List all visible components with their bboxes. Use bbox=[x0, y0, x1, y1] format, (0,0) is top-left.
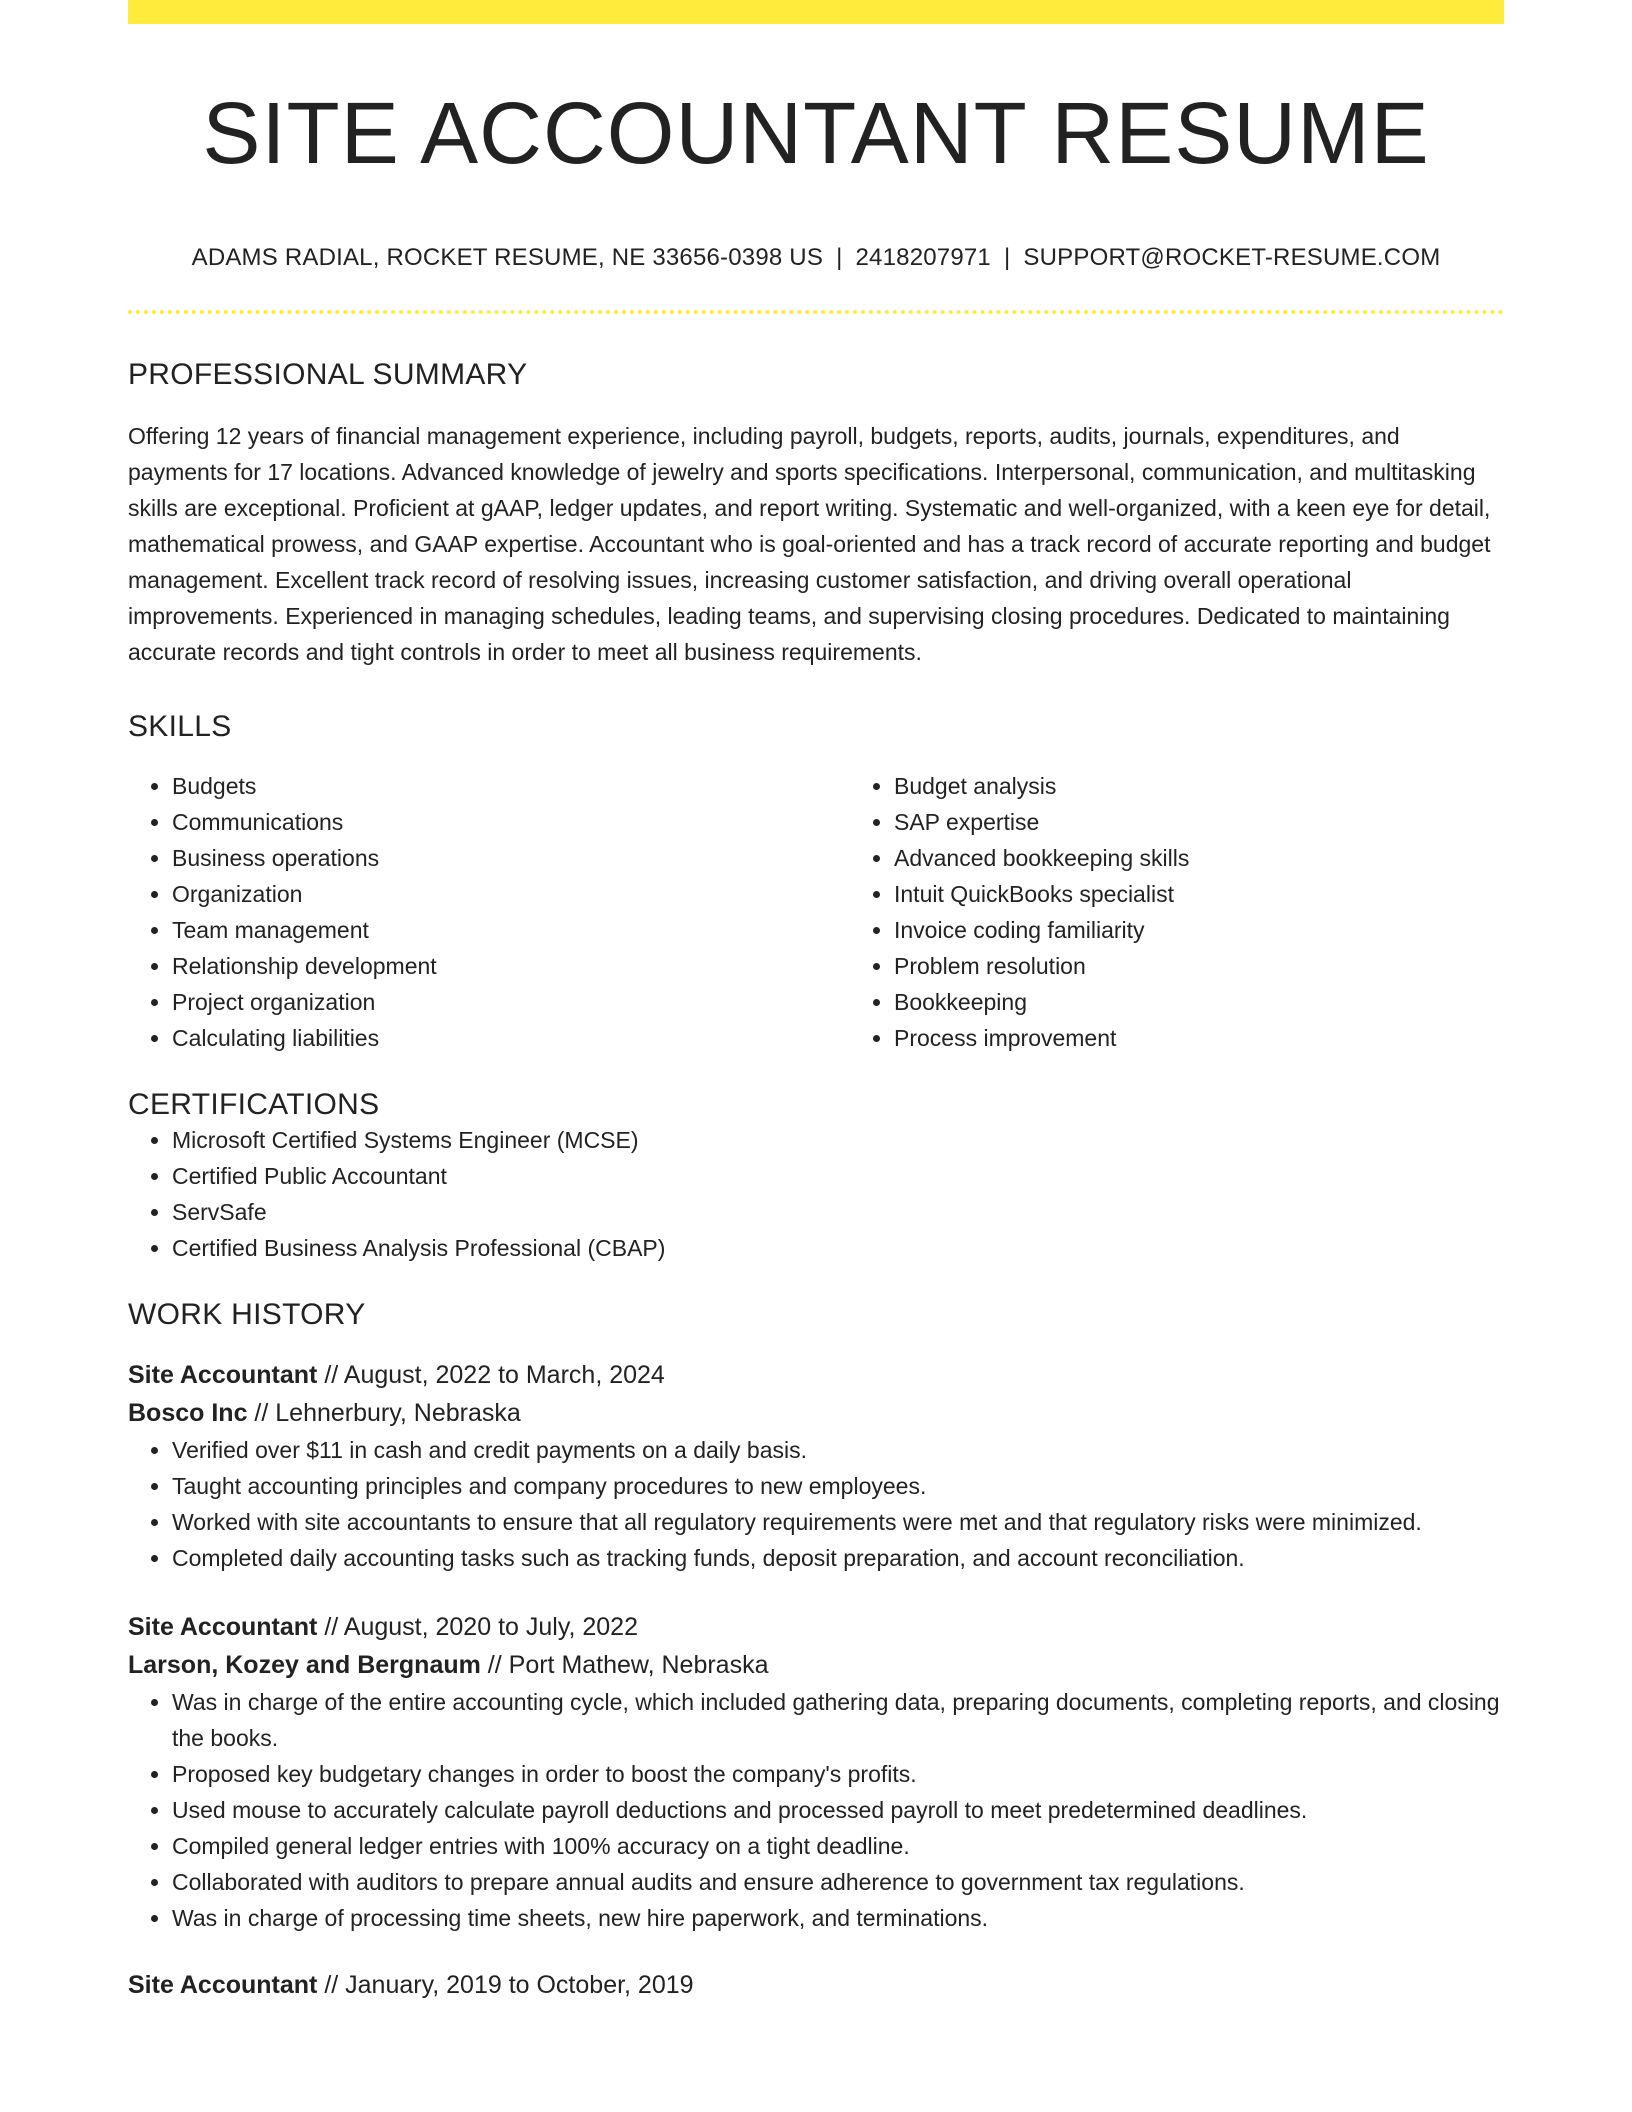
job-bullets bbox=[128, 1684, 1504, 1936]
contact-address: ADAMS RADIAL, ROCKET RESUME, NE 33656-0398 US bbox=[191, 243, 824, 271]
work-history-heading: WORK HISTORY bbox=[128, 1297, 366, 1331]
job-company: Bosco Inc bbox=[128, 1398, 248, 1427]
job-entry bbox=[128, 1966, 1504, 2004]
job-title-line bbox=[128, 1966, 1504, 2004]
contact-email: SUPPORT@ROCKET-RESUME.COM bbox=[1023, 243, 1441, 271]
skill-item: • Intuit QuickBooks specialist bbox=[894, 876, 1572, 912]
skill-item: • SAP expertise bbox=[894, 804, 1572, 840]
certification-item: • Certified Public Accountant bbox=[172, 1158, 1504, 1194]
job-company: Larson, Kozey and Bergnaum bbox=[128, 1650, 481, 1679]
job-entry bbox=[128, 1608, 1504, 1936]
skill-item: • Calculating liabilities bbox=[172, 1020, 850, 1056]
skills-columns bbox=[128, 768, 1504, 1056]
job-bullet: • Was in charge of processing time sheets, new hire paperwork, and terminations. bbox=[172, 1900, 1504, 1936]
contact-phone: 2418207971 bbox=[855, 243, 991, 271]
skill-item: • Business operations bbox=[172, 840, 850, 876]
job-entry bbox=[128, 1356, 1504, 1576]
contact-separator: | bbox=[1003, 243, 1011, 271]
job-bullets bbox=[128, 1432, 1504, 1576]
skill-item: • Budget analysis bbox=[894, 768, 1572, 804]
job-bullet: • Worked with site accountants to ensure that all regulatory requirements were met and that regulatory risks were minimized. bbox=[172, 1504, 1504, 1540]
certification-item: • ServSafe bbox=[172, 1194, 1504, 1230]
skills-heading: SKILLS bbox=[128, 709, 232, 743]
job-bullet: • Was in charge of the entire accounting cycle, which included gathering data, preparing documents, completing reports, and closing the books. bbox=[172, 1684, 1504, 1756]
skill-item: • Project organization bbox=[172, 984, 850, 1020]
job-bullet: • Taught accounting principles and company procedures to new employees. bbox=[172, 1468, 1504, 1504]
skills-list-right bbox=[850, 768, 1572, 1056]
job-location: // Lehnerbury, Nebraska bbox=[247, 1398, 521, 1427]
skills-list-left bbox=[128, 768, 850, 1056]
skill-item: • Organization bbox=[172, 876, 850, 912]
job-bullet: • Completed daily accounting tasks such as tracking funds, deposit preparation, and account reconciliation. bbox=[172, 1540, 1504, 1576]
resume-title: SITE ACCOUNTANT RESUME bbox=[202, 85, 1430, 182]
certification-item: • Certified Business Analysis Professional (CBAP) bbox=[172, 1230, 1504, 1266]
job-bullet: • Proposed key budgetary changes in order to boost the company's profits. bbox=[172, 1756, 1504, 1792]
job-company-line bbox=[128, 1394, 1504, 1432]
contact-line bbox=[128, 244, 1504, 272]
skill-item: • Relationship development bbox=[172, 948, 850, 984]
job-title-line bbox=[128, 1356, 1504, 1394]
job-dates: // January, 2019 to October, 2019 bbox=[317, 1970, 694, 1999]
skill-item: • Process improvement bbox=[894, 1020, 1572, 1056]
skill-item: • Bookkeeping bbox=[894, 984, 1572, 1020]
accent-bar bbox=[128, 0, 1504, 24]
skill-item: • Communications bbox=[172, 804, 850, 840]
job-company-line bbox=[128, 1646, 1504, 1684]
skill-item: • Problem resolution bbox=[894, 948, 1572, 984]
job-dates: // August, 2022 to March, 2024 bbox=[317, 1360, 665, 1389]
job-title: Site Accountant bbox=[128, 1612, 318, 1641]
resume-page bbox=[128, 0, 1504, 2004]
skill-item: • Team management bbox=[172, 912, 850, 948]
job-bullet: • Verified over $11 in cash and credit payments on a daily basis. bbox=[172, 1432, 1504, 1468]
job-bullet: • Compiled general ledger entries with 100% accuracy on a tight deadline. bbox=[172, 1828, 1504, 1864]
dotted-divider bbox=[128, 310, 1504, 314]
contact-separator: | bbox=[836, 243, 843, 271]
job-title: Site Accountant bbox=[128, 1360, 318, 1389]
skill-item: • Budgets bbox=[172, 768, 850, 804]
job-bullet: • Used mouse to accurately calculate payroll deductions and processed payroll to meet predetermined deadlines. bbox=[172, 1792, 1504, 1828]
summary-text: Offering 12 years of financial management experience, including payroll, budgets, reports, audits, journals, expenditures, and payments for 17 locations. Advanced knowledge of jewelry and sports specifications. Interpersonal, communication, and multitasking skills are exceptional. Proficient at gAAP, ledger updates, and report writing. Systematic and well-organized, with a keen eye for detail, mathematical prowess, and GAAP expertise. Accountant who is goal-oriented and has a track record of accurate reporting and budget management. Excellent track record of resolving issues, increasing customer satisfaction, and driving overall operational improvements. Experienced in managing schedules, leading teams, and supervising closing procedures. Dedicated to maintaining accurate records and tight controls in order to meet all business requirements. bbox=[128, 422, 1491, 665]
skill-item: • Invoice coding familiarity bbox=[894, 912, 1572, 948]
job-title: Site Accountant bbox=[128, 1970, 318, 1999]
job-dates: // August, 2020 to July, 2022 bbox=[317, 1612, 638, 1641]
certification-item: • Microsoft Certified Systems Engineer (MCSE) bbox=[172, 1122, 1504, 1158]
job-location: // Port Mathew, Nebraska bbox=[480, 1650, 769, 1679]
skill-item: • Advanced bookkeeping skills bbox=[894, 840, 1572, 876]
summary-heading: PROFESSIONAL SUMMARY bbox=[128, 357, 528, 391]
certifications-heading: CERTIFICATIONS bbox=[128, 1087, 380, 1121]
job-bullet: • Collaborated with auditors to prepare annual audits and ensure adherence to government tax regulations. bbox=[172, 1864, 1504, 1900]
job-title-line bbox=[128, 1608, 1504, 1646]
certifications-list bbox=[128, 1122, 1504, 1266]
